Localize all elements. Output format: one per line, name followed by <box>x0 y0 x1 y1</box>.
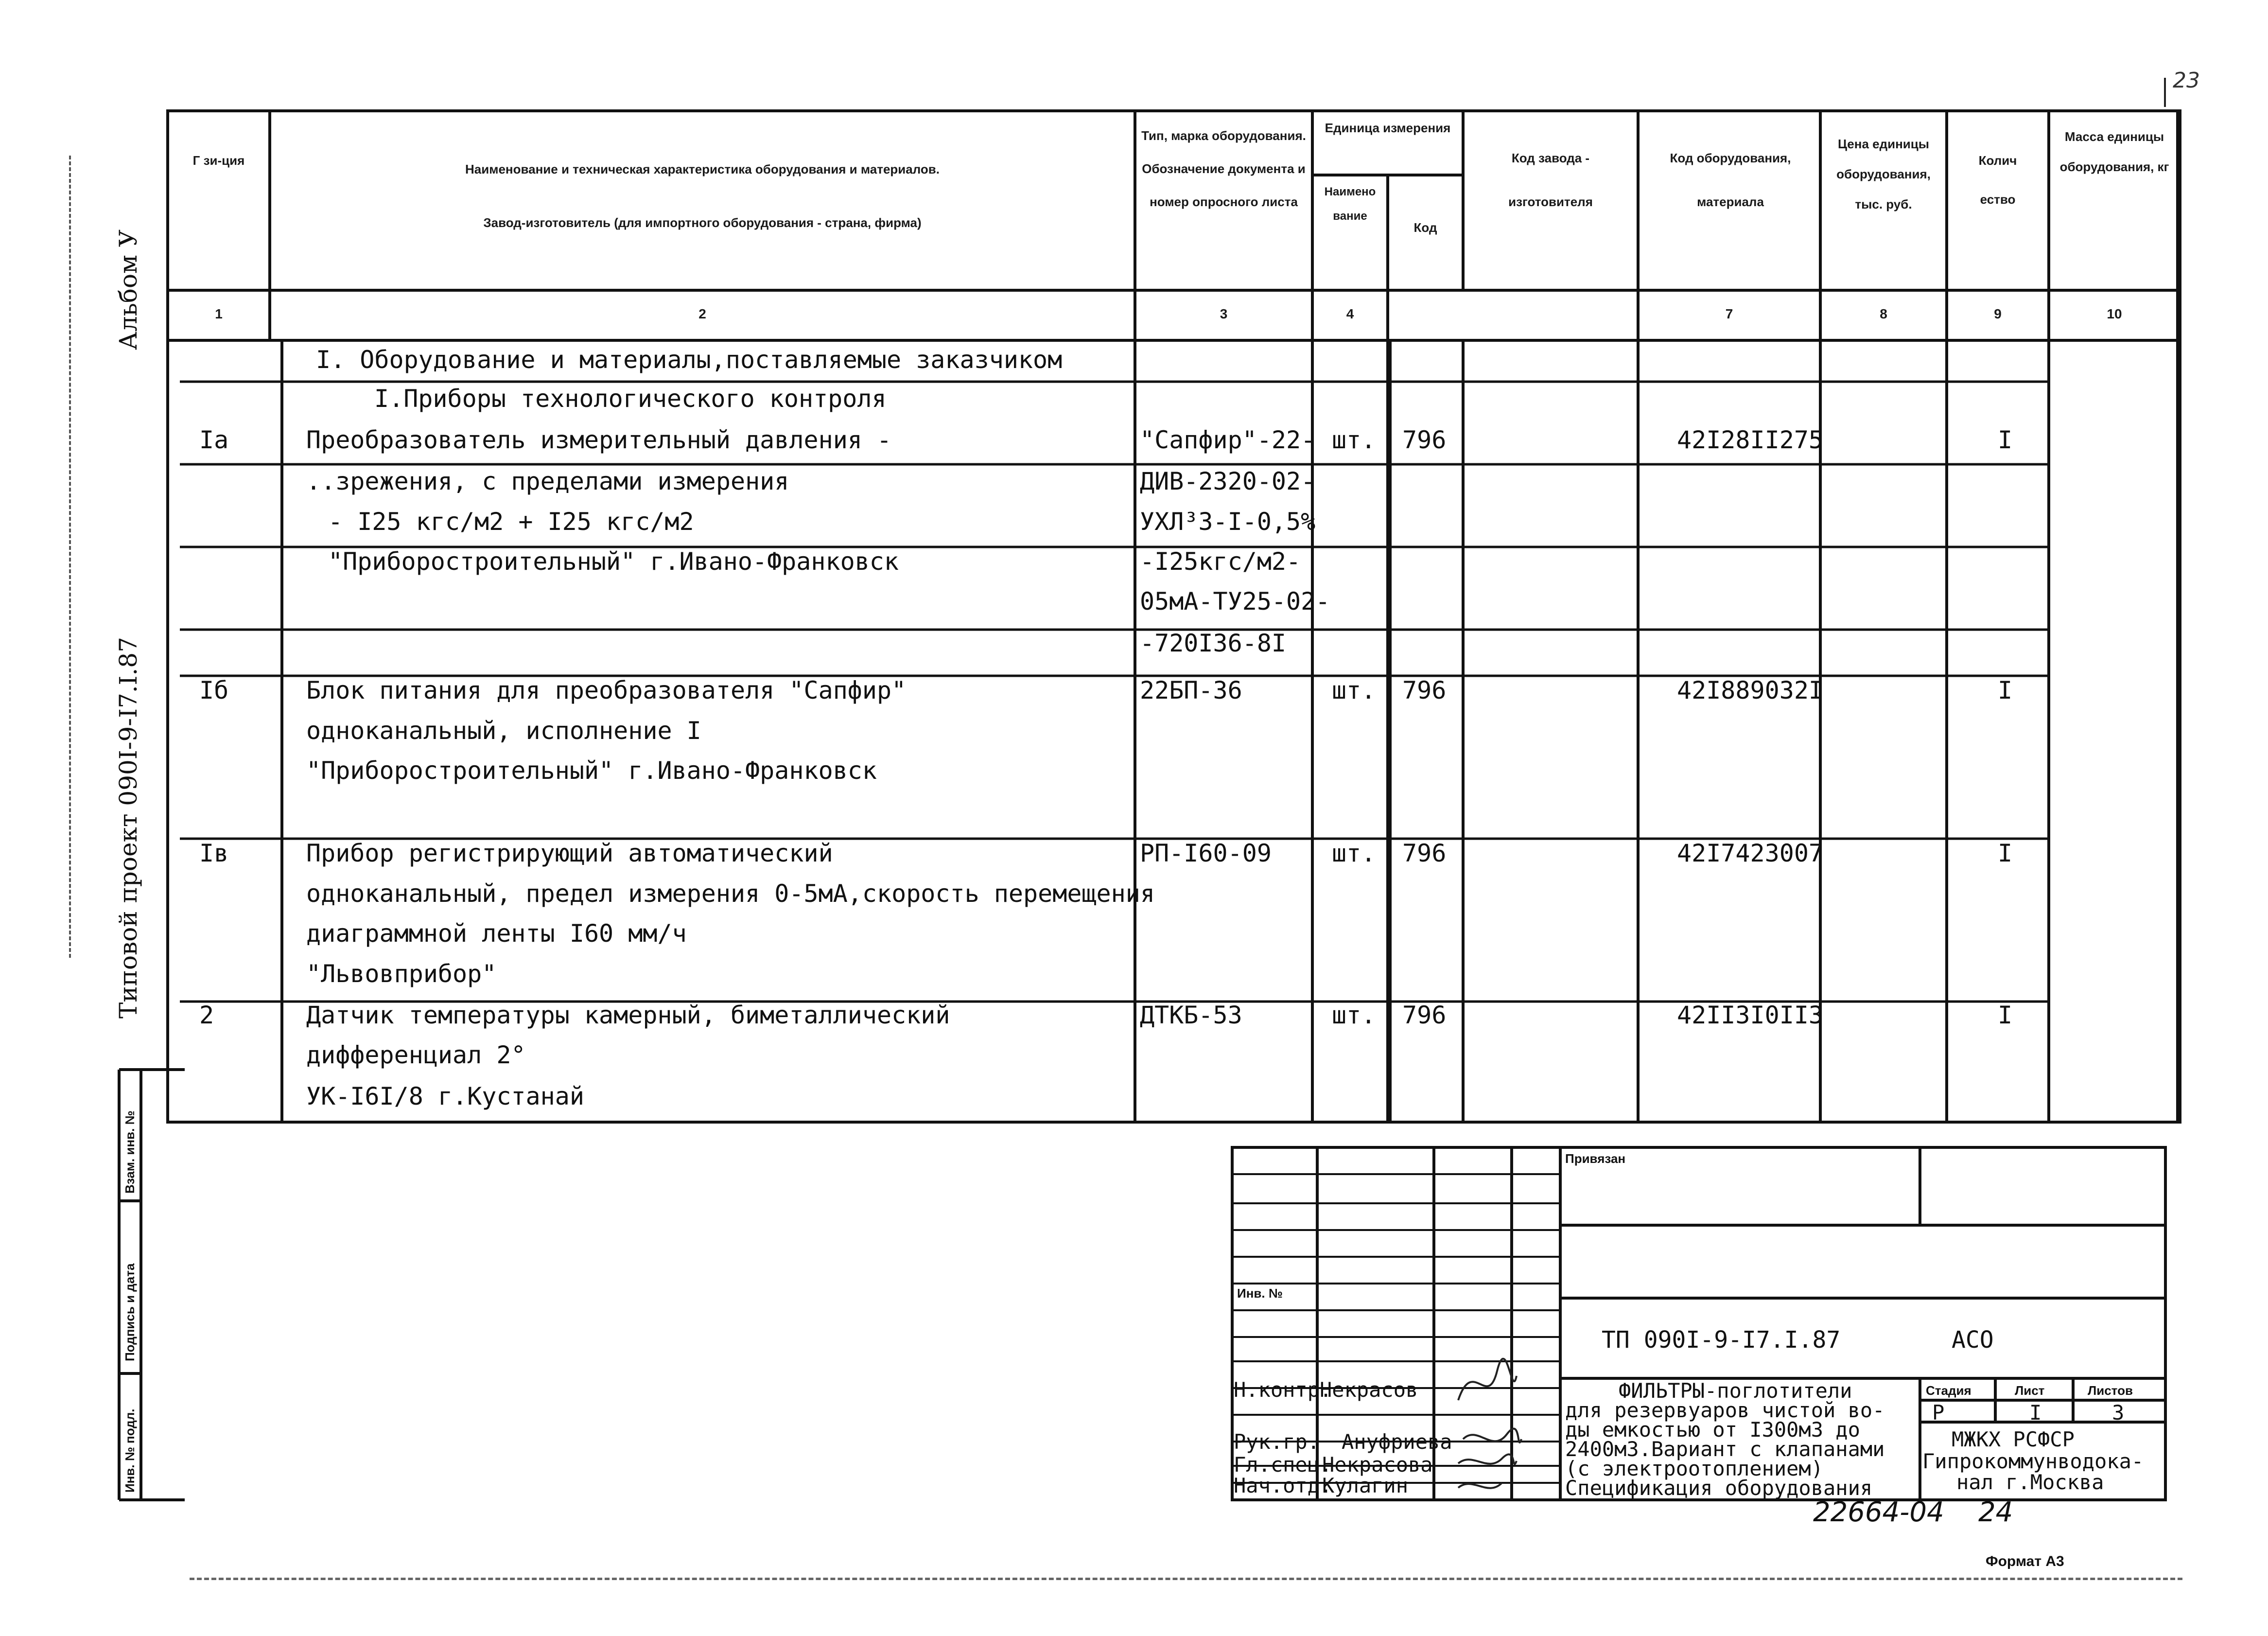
row-quantity: I <box>1998 426 2013 454</box>
tb-signer-role: Нач.отд. <box>1234 1474 1332 1497</box>
row-name: одноканальный, предел измерения 0-5мА,скорость перемещения <box>306 880 1155 908</box>
tb-title-line: Спецификация оборудования <box>1565 1476 1873 1500</box>
colnum-3: 3 <box>1220 306 1228 321</box>
row-name: Прибор регистрирующий автоматический <box>306 839 833 867</box>
row-unit-code: 796 <box>1402 839 1447 867</box>
header-type: Тип, марка оборудования. Обозначение документа и номер опросного листа <box>1141 128 1306 209</box>
row-name: I. Оборудование и материалы,поставляемые заказчиком <box>316 346 1063 374</box>
tb-title-line: 2400м3.Вариант с клапанами <box>1565 1437 1885 1461</box>
row-equipment-code: 42I889032I <box>1677 676 1824 704</box>
row-quantity: I <box>1998 839 2013 867</box>
tb-title-line: ФИЛЬТРЫ-поглотители <box>1619 1379 1852 1403</box>
row-name: УК-I6I/8 г.Кустанай <box>306 1082 584 1110</box>
row-type: ДТКБ-53 <box>1140 1001 1242 1029</box>
corner-mark: 23 <box>2173 68 2200 93</box>
row-name: "Приборостроительный" г.Ивано-Франковск <box>328 547 899 576</box>
row-name: I.Приборы технологического контроля <box>374 385 887 413</box>
row-type: -720I36-8I <box>1140 629 1287 657</box>
row-unit-code: 796 <box>1402 676 1447 704</box>
tb-stage-label: Стадия <box>1926 1383 1971 1398</box>
archive-number: 22664-04 <box>1813 1496 1944 1528</box>
tb-org-line: МЖКХ РСФСР <box>1952 1427 2075 1451</box>
row-type: "Сапфир"-22- <box>1140 426 1316 454</box>
album-label: Альбом У <box>114 229 142 350</box>
row-type: -I25кгс/м2- <box>1140 547 1301 576</box>
colnum-10: 10 <box>2107 306 2122 321</box>
row-unit-code: 796 <box>1402 426 1447 454</box>
row-type: 22БП-36 <box>1140 676 1242 704</box>
colnum-9: 9 <box>1994 306 2002 321</box>
colnum-1: 1 <box>215 306 223 321</box>
colnum-8: 8 <box>1880 306 1887 321</box>
page-number: 24 <box>1978 1496 2013 1528</box>
bottom-trim-line <box>190 1578 2182 1580</box>
tb-inv-no: Инв. № <box>1237 1286 1283 1301</box>
row-name: Преобразователь измерительный давления - <box>306 426 892 454</box>
tb-title-line: ды емкостью от I300м3 до <box>1565 1418 1860 1442</box>
tb-signer-role: Н.контр. <box>1234 1378 1332 1402</box>
tb-org-line: Гипрокоммунводока- <box>1922 1449 2144 1473</box>
header-name-line1: Наименование и техническая характеристика оборудования и материалов. <box>465 162 940 176</box>
row-type: ДИВ-2320-02- <box>1140 467 1316 495</box>
stamp-inv-orig: Инв. № подл. <box>122 1408 137 1493</box>
tb-doc-mark: АСО <box>1952 1326 1994 1354</box>
row-name: Датчик температуры камерный, биметаллический <box>306 1001 950 1029</box>
row-unit: шт. <box>1332 676 1376 704</box>
row-name: ..зрежения, с пределами измерения <box>306 467 789 495</box>
row-unit: шт. <box>1332 839 1376 867</box>
tb-signer-role: Гл.спец. <box>1234 1453 1332 1477</box>
tb-privyazan: Привязан <box>1565 1151 1626 1166</box>
header-equip-code: Код оборудования, материала <box>1670 151 1791 209</box>
row-equipment-code: 42I7423007 <box>1677 839 1824 867</box>
row-quantity: I <box>1998 1001 2013 1029</box>
stamp-replace-inv: Взам. инв. № <box>122 1110 137 1194</box>
tb-doc-code: ТП 090I-9-I7.I.87 <box>1602 1326 1841 1354</box>
project-label: Типовой проект 090I-9-I7.I.87 <box>114 637 142 1019</box>
tb-sheet: I <box>2029 1401 2042 1425</box>
row-position: Iа <box>199 426 229 454</box>
row-unit: шт. <box>1332 1001 1376 1029</box>
tb-sheets-label: Листов <box>2088 1383 2133 1398</box>
header-unit-code: Код <box>1413 220 1437 235</box>
tb-stage: Р <box>1932 1401 1945 1425</box>
row-name: одноканальный, исполнение I <box>306 717 701 745</box>
row-position: Iб <box>199 676 229 704</box>
tb-signer-role: Рук.гр. <box>1234 1430 1320 1454</box>
format-label: Формат А3 <box>1986 1553 2064 1569</box>
row-name: дифференциал 2° <box>306 1041 526 1069</box>
header-price: Цена единицы оборудования, тыс. руб. <box>1836 137 1931 211</box>
row-unit-code: 796 <box>1402 1001 1447 1029</box>
row-name: - I25 кгс/м2 + I25 кгс/м2 <box>328 508 694 536</box>
tb-signer-name: Ануфриева <box>1342 1430 1452 1454</box>
header-name-line2: Завод-изготовитель (для импортного оборудования - страна, фирма) <box>483 215 922 230</box>
tb-signer-name: Кулагин <box>1322 1474 1409 1497</box>
row-position: Iв <box>199 839 229 867</box>
header-plant-code: Код завода - изготовителя <box>1508 151 1593 209</box>
tb-signer-name: Некрасова <box>1322 1453 1433 1477</box>
header-mass: Масса единицы оборудования, кг <box>2059 129 2169 174</box>
row-equipment-code: 42II3I0II3 <box>1677 1001 1824 1029</box>
header-qty: Количество <box>1978 153 2017 207</box>
colnum-7: 7 <box>1725 306 1733 321</box>
row-type: УХЛ³3-I-0,5% <box>1140 508 1316 536</box>
row-name: Блок питания для преобразователя "Сапфир" <box>306 676 907 704</box>
row-name: диаграммной ленты I60 мм/ч <box>306 919 687 948</box>
tb-title-line: для резервуаров чистой во- <box>1565 1398 1885 1422</box>
stamp-sign-date: Подпись и дата <box>122 1263 137 1361</box>
row-unit: шт. <box>1332 426 1376 454</box>
header-unit-name: Наименование <box>1324 185 1376 223</box>
tb-signer-name: Некрасов <box>1320 1378 1418 1402</box>
colnum-2: 2 <box>698 306 706 321</box>
row-name: "Приборостроительный" г.Ивано-Франковск <box>306 756 877 785</box>
header-position: Г зи-ция <box>192 153 245 168</box>
row-equipment-code: 42I28II275 <box>1677 426 1824 454</box>
row-quantity: I <box>1998 676 2013 704</box>
row-type: РП-I60-09 <box>1140 839 1272 867</box>
tb-org-line: нал г.Москва <box>1956 1470 2104 1494</box>
colnum-4: 4 <box>1346 306 1354 321</box>
header-unit-group: Единица измерения <box>1325 121 1451 135</box>
row-position: 2 <box>199 1001 214 1029</box>
tb-title-line: (с электроотоплением) <box>1565 1457 1824 1480</box>
row-name: "Львовприбор" <box>306 960 497 988</box>
row-type: 05мА-ТУ25-02- <box>1140 587 1330 616</box>
tb-sheets: 3 <box>2112 1401 2125 1425</box>
tb-sheet-label: Лист <box>2015 1383 2045 1398</box>
